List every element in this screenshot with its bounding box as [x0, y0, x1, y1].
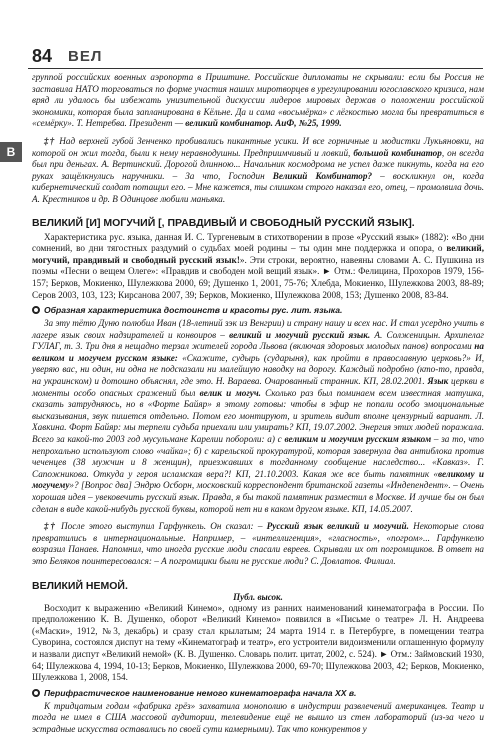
paragraph-1: группой российских военных аэропорта в Приштине. Российские дипломаты не скрывали: если бы Россия не заставила НАТО торговаться по форме участия наших миротворцев в урегулировании югославского кризиса, нам вряд ли удалось бы избежать унизительной дискуссии лидеров мировых держав о положении российской экономики, которая была запланирована в Кёльне. Да и сама «восьмёрка» с лёгкостью могла бы превратиться в «семёрку». Т. Нетребва. Президент — великий комбинатор. АиФ, №25, 1999. — [32, 72, 484, 129]
paragraph-2: ‡† Над верхней губой Зенченко пробивались пикантные усики. И все горничные и модистки Лукьяновки, на которой он жил тогда, были к нему неравнодушны. Предприимчивый и ловкий, большой комбинатор, он всегда был при деньгах. А. Вертинский. Дорогой длинною... Начальник космодрома не успел даже пикнуть, когда на его руках защёлкнулись наручники. – За что, Господин Великий Комбинатор? – воскликнул он, когда кибернетический солдат потащил его. – Мне кажется, ты слишком строго наказал его, отец, – промолвила дочь. А. Крестников и др. В Одинцове любили маньяка. — [32, 135, 484, 204]
entry-title-velikiy-nemoy: ВЕЛИКИЙ НЕМОЙ. — [32, 579, 128, 592]
entry-2-definition: Восходит к выражению «Великий Кинемо», одному из ранних наименований кинематографа в России. По предположению К. В. Душенко, оборот «Великий Кинемо» появился в «Письме о театре» Л. Н. Андреева («Маски», 1912, №3, декабрь) и сразу стал крылатым; 24 марта 1914 г. в Петербурге, в помещении театра Суворина, состоялся диспут на тему «Кинематограф и театр», его устроители видоизменили оглашенную формулу и назвали диспут «Великий немой» (К. В. Душенко. Словарь полит. цитат, 2002, с. 524). ► Отм.: Займовский 1930, 64; Шулежкова 4, 1994, 10-13; Берков, Мокиенко, Шулежкова 2000, 69-70; Шулежкова 2003, 42; Берков, Мокиенко, Шулежкова 1, 2008, 154. — [32, 602, 484, 683]
meaning-subheading-2: Перифрастическое наименование немого кинематографа начала XX в. — [32, 688, 484, 698]
running-head: ВЕЛ — [68, 48, 103, 65]
entry-1-definition: Характеристика рус. языка, данная И. С. Тургеневым в стихотворении в прозе «Русский язык» (1882): «Во дни сомнений, во дни тягостных раздумий о судьбах моей родины – ты один мне поддержка и опора, о великий, могучий, правдивый и свободный русский язык!». Эти строки, вероятно, навеяны словами А. С. Пушкина из поэмы «Песни о вещем Олеге»: «Правдив и свободен мой вещий язык». ► Отм.: Фелицина, Прохоров 1979, 156-157; Берков, Мокиенко, Шулежкова 2000, 69; Душенко 1, 2001, 75-76; Хлебда, Мокиенко, Шулежкова 2003, 88-89; Серов 2003, 103, 123; Кирсанова 2007, 39; Берков, Мокиенко, Шулежкова 2008, 153; Душенко 2008, 83-84. — [32, 231, 484, 300]
citation-marker-icon: ‡† — [44, 135, 56, 146]
section-thumb-tab: В — [0, 142, 22, 162]
entry-title-velikiy-moguchiy: ВЕЛИКИЙ [И] МОГУЧИЙ [, ПРАВДИВЫЙ И СВОБОДНЫЙ РУССКИЙ ЯЗЫК]. — [32, 216, 415, 229]
meaning-subheading-1: Образная характеристика достоинств и красоты рус. лит. языка. — [32, 305, 484, 315]
usage-label: Публ. высок. — [233, 591, 283, 602]
citation-marker-icon: ‡† — [44, 521, 57, 532]
bullet-circle-icon — [32, 306, 40, 314]
paragraph-5: К тридцатым годам «фабрика грёз» захватила монополию в индустрии развлечений американцев. Театр и тогда не имел в США массовой аудитории, телевидение ещё не вышло из стен лабораторий (из-за чего и эстрадные искусства оставались по своей сути камерными). Так что конкурентов у — [32, 700, 484, 734]
paragraph-3: За эту тётю Дуню полюбил Иван (18-летний зэк из Венгрии) и страну нашу и всех нас. И стал усердно учить в лагере язык своих надзирателей и конвоиров – великий и могучий русский язык. А. Солженицын. Архипелаг ГУЛАГ, т. 3. Три дня я нещадно терзал жителей города Львова (включая здоровых молодых панов) вопросами на великом и могучем русском языке: «Скажите, судырь (сударыня), как пройти в православную церковь?» И, уверяю вас, ни один, ни одна не подсказали ни малейшую наводку на дорогу. Каждый подробно (кто-то, правда, на украинском) и дотошно объяснял, где это. Н. Вараева. Очарованный странник. КП, 28.02.2001. Язык церкви в моменты особо опасных сражений был велик и могуч. Сколько раз был поминаем всем известная матушка, сказать затрудняюсь, но в «Форте Байяр» я этому готовы: чтобы в эфир не попали особо эмоциональные высказывания, звук пишется отдельно. Потом его монтируют, и зритель видит вполне цензурный вариант. Л. Хавкина. Форт Байяр: мы терпели судьба приехали или умирать? КП, 19.07.2002. Энергия этих людей поражала. Всего за какой-то 2003 год мусульмане Карелии побороли: а) с великим и могучим русским языком – за то, что непрохально используют слово «чайка»; б) с карельской прокуратурой, которая завернула два антиблока против чеченцев (38 мужчин и 8 женщин), приезжавших в тогданному сообщение наследство... «Кавказ». Г. Сапожникова. Откуда у героя исламская вера?! КП, 21.10.2003. Какая же все быть памятник «великому и могучему»? [Вопрос два] Эндрю Осборн, московский корреспондент британской газеты «Индепендент». – Очень хорошая идея – увековечить русский язык. Правда, я бы такой памятник разместил в Москве. И лучше бы он был сделан в виде какой-нибудь русской буквы, которой нет ни в каком другом языке. КП, 14.05.2007. — [32, 318, 485, 514]
bullet-circle-icon — [32, 689, 40, 697]
page-number: 84 — [32, 46, 53, 66]
header-rule — [28, 68, 483, 69]
page-header — [28, 46, 478, 68]
text-column — [32, 72, 484, 736]
paragraph-4: ‡† После этого выступил Гарфункель. Он сказал: – Русский язык великий и могучий. Некоторые слова превратились в интернациональные. Например, – «интеллигенция», «гласность», «погром»... Гарфункелю возразил Панаев. Напомнил, что иногда русские люди спасали евреев. Скрывали их от погромщиков. В ответ на это Беляков поинтересовался: – А погромщики были не русские люди? С. Довлатов. Филиал. — [32, 521, 485, 566]
